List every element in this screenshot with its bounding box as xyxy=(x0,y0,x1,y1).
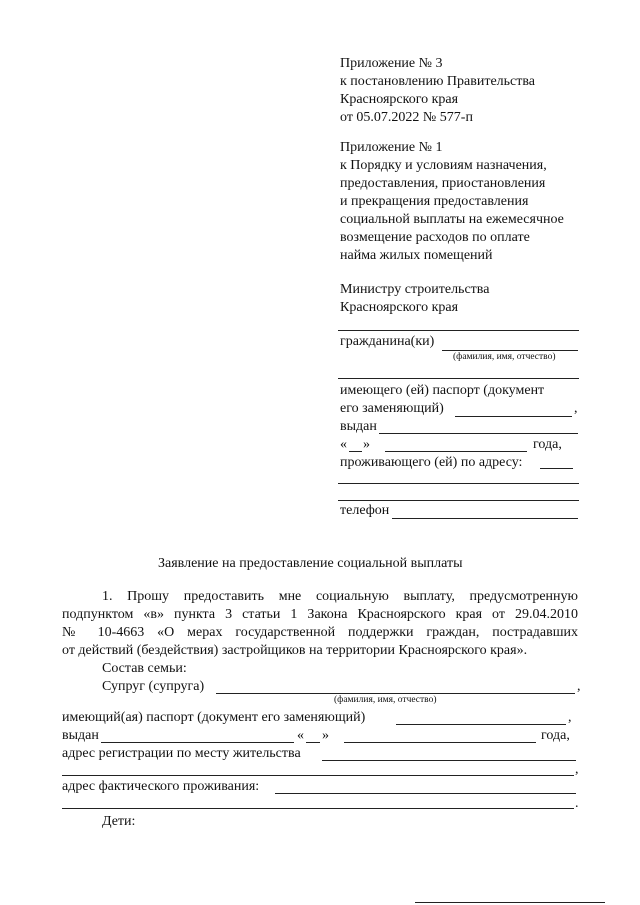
spouse-fio-hint: (фамилия, имя, отчество) xyxy=(334,695,437,705)
passport-field[interactable] xyxy=(455,416,572,417)
registration-field-2[interactable] xyxy=(62,775,574,776)
phone-label: телефон xyxy=(340,503,390,518)
document-title: Заявление на предоставление социальной выплаты xyxy=(158,556,463,571)
appendix-3-line-4: от 05.07.2022 № 577-п xyxy=(340,110,473,125)
residing-field-2[interactable] xyxy=(338,483,579,484)
paragraph-1-line-3: № 10-4663 «О мерах государственной поддержки граждан, пострадавших xyxy=(62,625,578,640)
appendix-1-line-4: и прекращения предоставления xyxy=(340,194,529,209)
spouse-passport-field[interactable] xyxy=(396,724,566,725)
spouse-year-label: года, xyxy=(541,728,570,743)
spouse-date-close-quote: » xyxy=(322,728,329,743)
appendix-3-block xyxy=(340,55,535,127)
year-label: года, xyxy=(533,437,562,452)
actual-address-period: . xyxy=(575,796,579,811)
addressee-line-1: Министру строительства xyxy=(340,282,490,297)
phone-field[interactable] xyxy=(392,518,578,519)
appendix-3-line-3: Красноярского края xyxy=(340,92,459,107)
paragraph-1-line-2: подпунктом «в» пункта 3 статьи 1 Закона Красноярского края от 29.04.2010 xyxy=(62,607,578,622)
spouse-date-open-quote: « xyxy=(297,728,304,743)
spouse-date-month-year-field[interactable] xyxy=(344,742,536,743)
date-close-quote: » xyxy=(363,437,370,452)
date-day-field[interactable] xyxy=(349,451,362,452)
issued-label: выдан xyxy=(340,419,377,434)
appendix-3-line-1: Приложение № 3 xyxy=(340,56,443,71)
passport-comma: , xyxy=(574,401,578,416)
addressee-line-2: Красноярского края xyxy=(340,300,459,315)
applicant-blank-line-1[interactable] xyxy=(338,330,579,331)
actual-address-field-1[interactable] xyxy=(275,793,576,794)
appendix-1-line-2: к Порядку и условиям назначения, xyxy=(340,158,547,173)
appendix-1-line-6: возмещение расходов по оплате xyxy=(340,230,530,245)
registration-label: адрес регистрации по месту жительства xyxy=(62,746,301,761)
spouse-label: Супруг (супруга) xyxy=(102,679,205,694)
passport-label-line-2: его заменяющий) xyxy=(340,401,444,416)
spouse-issued-label: выдан xyxy=(62,728,99,743)
passport-label-line-1: имеющего (ей) паспорт (документ xyxy=(340,383,545,398)
actual-address-field-2[interactable] xyxy=(62,808,574,809)
addressee-block xyxy=(340,281,489,317)
spouse-passport-comma: , xyxy=(568,710,572,725)
appendix-1-line-5: социальной выплаты на ежемесячное xyxy=(340,212,564,227)
date-month-year-field[interactable] xyxy=(385,451,527,452)
spouse-passport-label: имеющий(ая) паспорт (документ его заменяющий) xyxy=(62,710,366,725)
residing-field-1[interactable] xyxy=(540,468,573,469)
family-composition-label: Состав семьи: xyxy=(102,661,187,676)
appendix-3-line-2: к постановлению Правительства xyxy=(340,74,536,89)
residing-label: проживающего (ей) по адресу: xyxy=(340,455,523,470)
registration-field-1[interactable] xyxy=(322,760,576,761)
spouse-issued-field[interactable] xyxy=(101,742,294,743)
appendix-1-block xyxy=(340,139,564,265)
spouse-date-day-field[interactable] xyxy=(306,742,320,743)
paragraph-1-line-4: от действий (бездействия) застройщиков на территории Красноярского края». xyxy=(62,643,528,658)
residing-field-3[interactable] xyxy=(338,500,579,501)
appendix-1-line-7: найма жилых помещений xyxy=(340,248,493,263)
issued-field[interactable] xyxy=(379,433,578,434)
spouse-comma: , xyxy=(577,679,581,694)
actual-address-label: адрес фактического проживания: xyxy=(62,779,260,794)
spouse-fio-field[interactable] xyxy=(216,693,575,694)
bottom-divider xyxy=(415,902,605,903)
children-label: Дети: xyxy=(102,814,136,829)
citizen-fio-field[interactable] xyxy=(442,350,578,351)
registration-comma: , xyxy=(575,762,579,777)
appendix-1-line-1: Приложение № 1 xyxy=(340,140,443,155)
applicant-blank-line-2[interactable] xyxy=(338,378,579,379)
appendix-1-line-3: предоставления, приостановления xyxy=(340,176,546,191)
citizen-fio-hint: (фамилия, имя, отчество) xyxy=(453,352,556,362)
paragraph-1-line-1: 1. Прошу предоставить мне социальную выплату, предусмотренную xyxy=(102,589,578,604)
citizen-label: гражданина(ки) xyxy=(340,334,435,349)
date-open-quote: « xyxy=(340,437,347,452)
